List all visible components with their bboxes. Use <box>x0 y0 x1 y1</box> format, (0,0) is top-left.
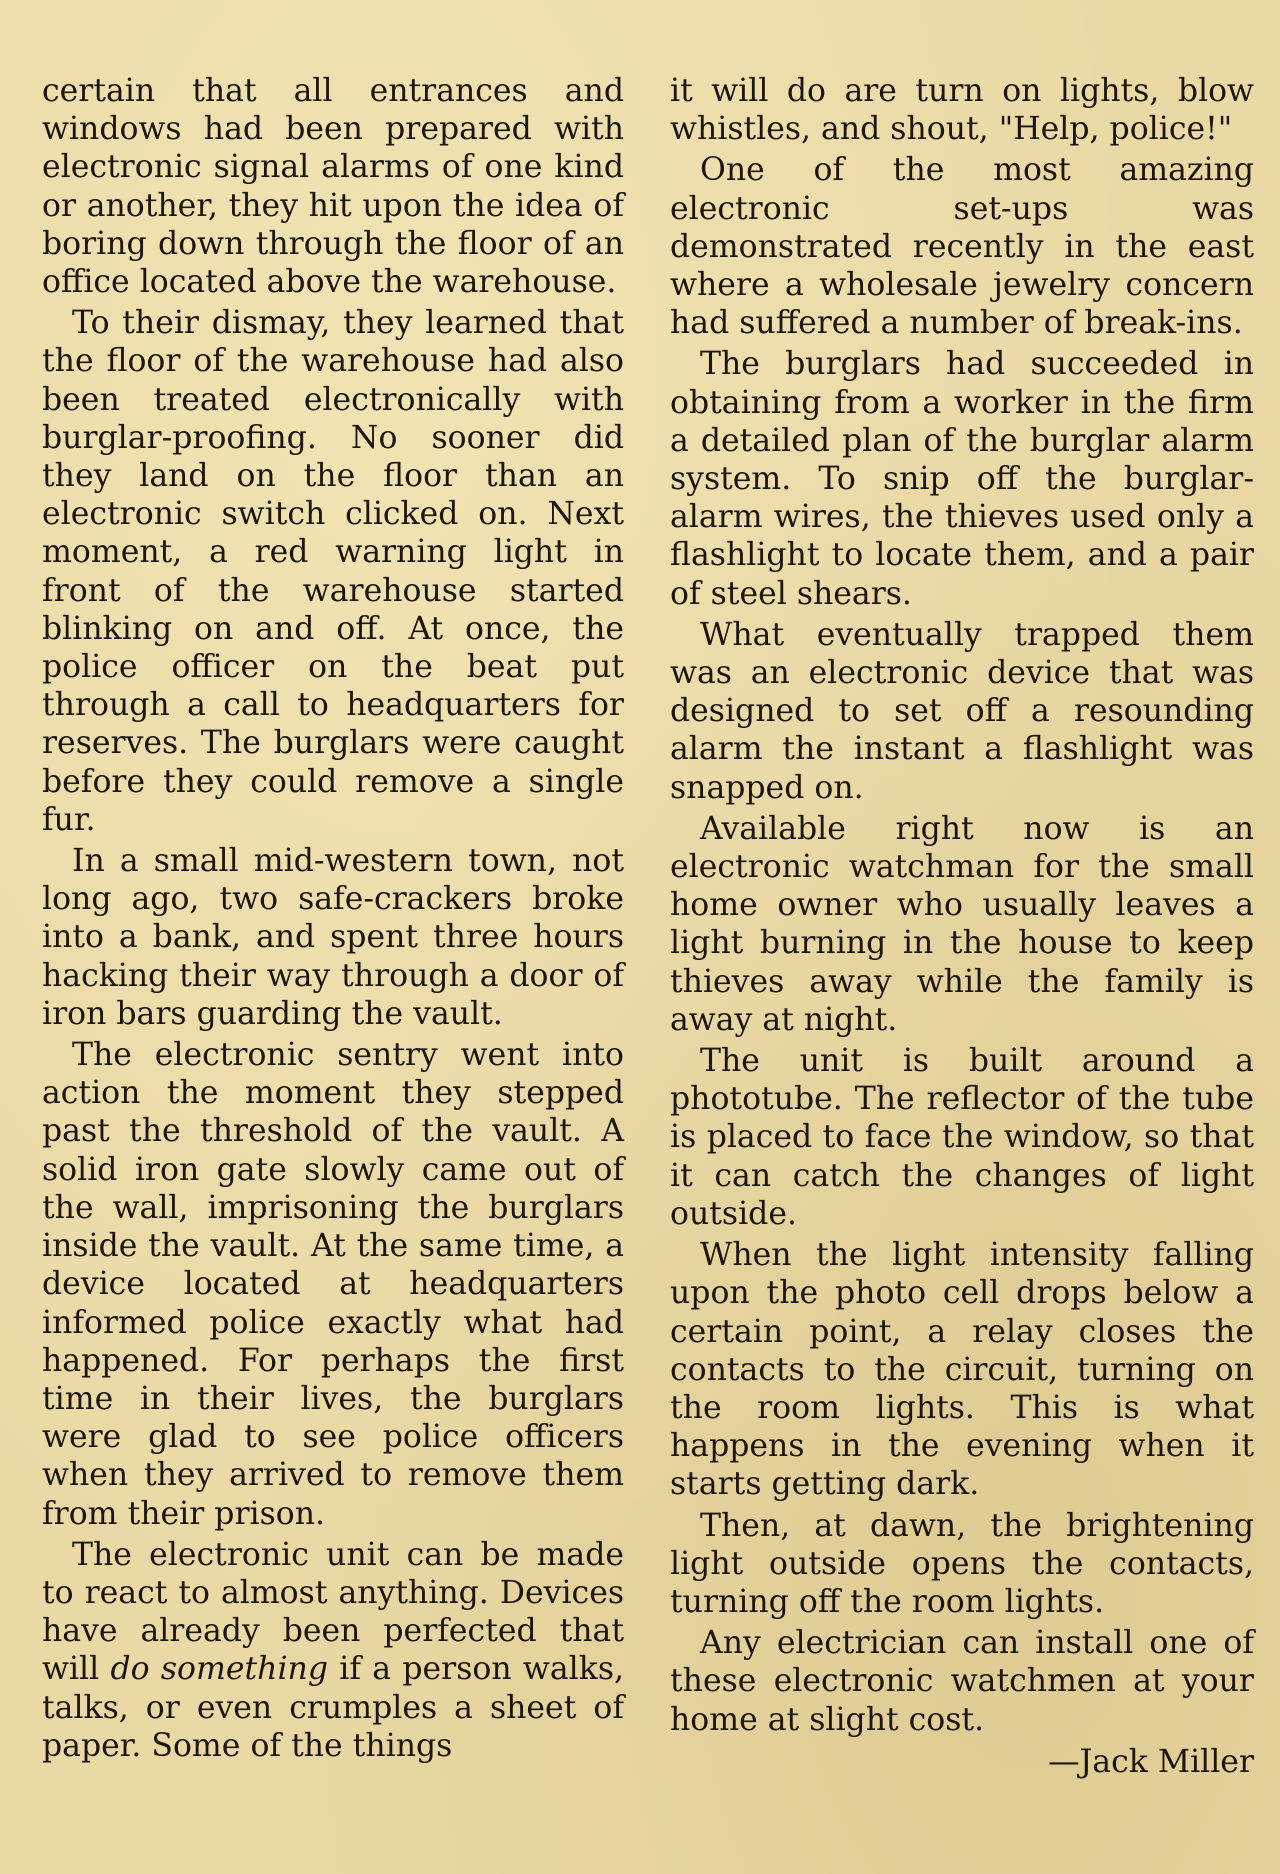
right-column <box>670 72 1254 1782</box>
paragraph: Available right now is an electronic watchman for the small home owner who usually leaves a light burning in the house to keep thieves away while the family is away at night. <box>670 810 1254 1038</box>
paragraph: In a small mid-western town, not long ago, two safe-crackers broke into a bank, and spent three hours hacking their way through a door of iron bars guarding the vault. <box>42 843 624 1032</box>
paragraph: it will do are turn on lights, blow whistles, and shout, "Help, police!" <box>670 73 1254 148</box>
paragraph-with-emphasis <box>42 1536 624 1765</box>
paragraph: One of the most amazing electronic set-ups was demonstrated recently in the east where a wholesale jewelry concern had suffered a number of break-ins. <box>670 152 1254 342</box>
paragraph: The unit is built around a phototube. The reflector of the tube is placed to face the window, so that it can catch the changes of light outside. <box>670 1043 1254 1232</box>
paragraph: Any electrician can install one of these electronic watchmen at your home at slight cost. <box>670 1625 1254 1738</box>
paragraph: What eventually trapped them was an electronic device that was designed to set off a resounding alarm the instant a flashlight was snapped on. <box>670 616 1254 806</box>
text-run: The electronic unit can be made to react to almost anything. Devices have already been perfected that will <box>42 1536 624 1688</box>
paragraph: To their dismay, they learned that the floor of the warehouse had also been treated electronically with burglar-proofing. No sooner did they land on the floor than an electronic switch clicked on. Next moment, a red warning light in front of the warehouse started blinking on and off. At once, the police officer on the beat put through a call to headquarters for reserves. The burglars were caught before they could remove a single fur. <box>42 305 624 838</box>
paragraph: The burglars had succeeded in obtaining from a worker in the firm a detailed plan of the burglar alarm system. To snip off the burglar-alarm wires, the thieves used only a flashlight to locate them, and a pair of steel shears. <box>670 346 1254 612</box>
paragraph: When the light intensity falling upon the photo cell drops below a certain point, a relay closes the contacts to the circuit, turning on the room lights. This is what happens in the evening when it starts getting dark. <box>670 1237 1254 1503</box>
italic-text: do something <box>110 1651 328 1688</box>
text-run: if a person walks, talks, or even crumples a sheet of paper. Some of the things <box>42 1651 624 1764</box>
left-column <box>42 72 624 1768</box>
paragraph: The electronic sentry went into action the moment they stepped past the threshold of the vault. A solid iron gate slowly came out of the wall, imprisoning the burglars inside the vault. At the same time, a device located at headquarters informed police exactly what had happened. For perhaps the first time in their lives, the burglars were glad to see police officers when they arrived to remove them from their prison. <box>42 1037 624 1532</box>
author-byline: —Jack Miller <box>1048 1743 1254 1780</box>
paragraph: Then, at dawn, the brightening light outside opens the contacts, turning off the room lights. <box>670 1507 1254 1620</box>
paragraph: certain that all entrances and windows had been prepared with electronic signal alarms of one kind or another, they hit upon the idea of boring down through the floor of an office located above the warehouse. <box>42 73 624 301</box>
